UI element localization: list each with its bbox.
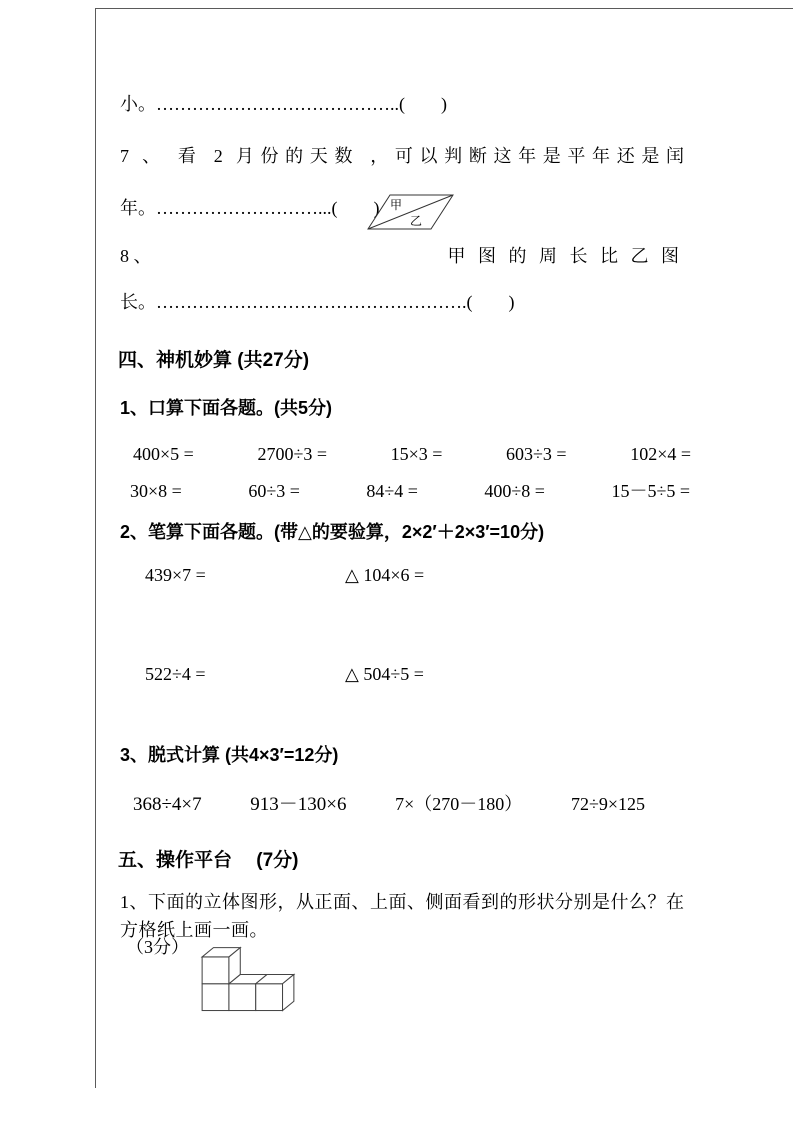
question-8-text: 甲 图 的 周 长 比 乙 图 [447,246,683,266]
stepwise-calc-item: 7×（270－180） [395,794,523,814]
stepwise-calc-item: 368÷4×7 [133,794,202,815]
oral-calc-row-2 [130,480,690,503]
written-calc-item: 522÷4 = [145,664,206,684]
page-border-top [95,8,793,9]
written-calc-title: 2、笔算下面各题。(带△的要验算，2×2′＋2×3′=10分) [120,522,545,542]
cube-figure [198,937,298,1015]
figure-label-yi: 乙 [410,214,423,228]
written-calc-item: 439×7 = [145,565,206,585]
oral-calc-item: 30×8 = [130,481,182,501]
written-calc-item: △ 504÷5 = [345,664,424,684]
stepwise-calc-item: 913－130×6 [250,794,347,815]
question-8-line1 [120,245,683,268]
page-border-left [95,8,96,1088]
question-6-tail: 小。…………………………………..( ) [120,94,447,114]
oral-calc-title: 1、口算下面各题。(共5分) [120,398,333,418]
parallelogram-figure [366,191,456,233]
section-5-heading: 五、操作平台 (7分) [118,850,299,871]
stepwise-calc-row [133,793,645,818]
stepwise-calc-title: 3、脱式计算 (共4×3′=12分) [120,745,339,765]
written-calc-item: △ 104×6 = [345,565,425,585]
oral-calc-item: 15－5÷5 = [611,481,690,501]
question-7-line1: 7 、 看 2 月份的天数 ，可以判断这年是平年还是闰 [120,146,686,166]
question-7-line2: 年。………………………...( ) [120,198,380,218]
section-5-question-1: 1、下面的立体图形，从正面、上面、侧面看到的形状分别是什么？在方格纸上画一画。 [120,892,685,940]
oral-calc-item: 400÷8 = [484,481,545,501]
oral-calc-item: 102×4 = [630,444,691,464]
stepwise-calc-item: 72÷9×125 [570,794,645,814]
oral-calc-item: 60÷3 = [248,481,300,501]
oral-calc-item: 84÷4 = [366,481,418,501]
oral-calc-item: 15×3 = [390,444,443,464]
question-8-line2: 长。…………………………………………….( ) [120,292,515,312]
question-8-number: 8 、 [120,246,152,266]
figure-label-jia: 甲 [390,198,403,212]
oral-calc-item: 603÷3 = [506,444,567,464]
section-5-score: （3分） [126,937,189,957]
section-4-heading: 四、神机妙算 (共27分) [118,350,310,371]
oral-calc-item: 2700÷3 = [257,444,327,464]
oral-calc-item: 400×5 = [133,444,194,464]
oral-calc-row-1 [133,443,691,466]
